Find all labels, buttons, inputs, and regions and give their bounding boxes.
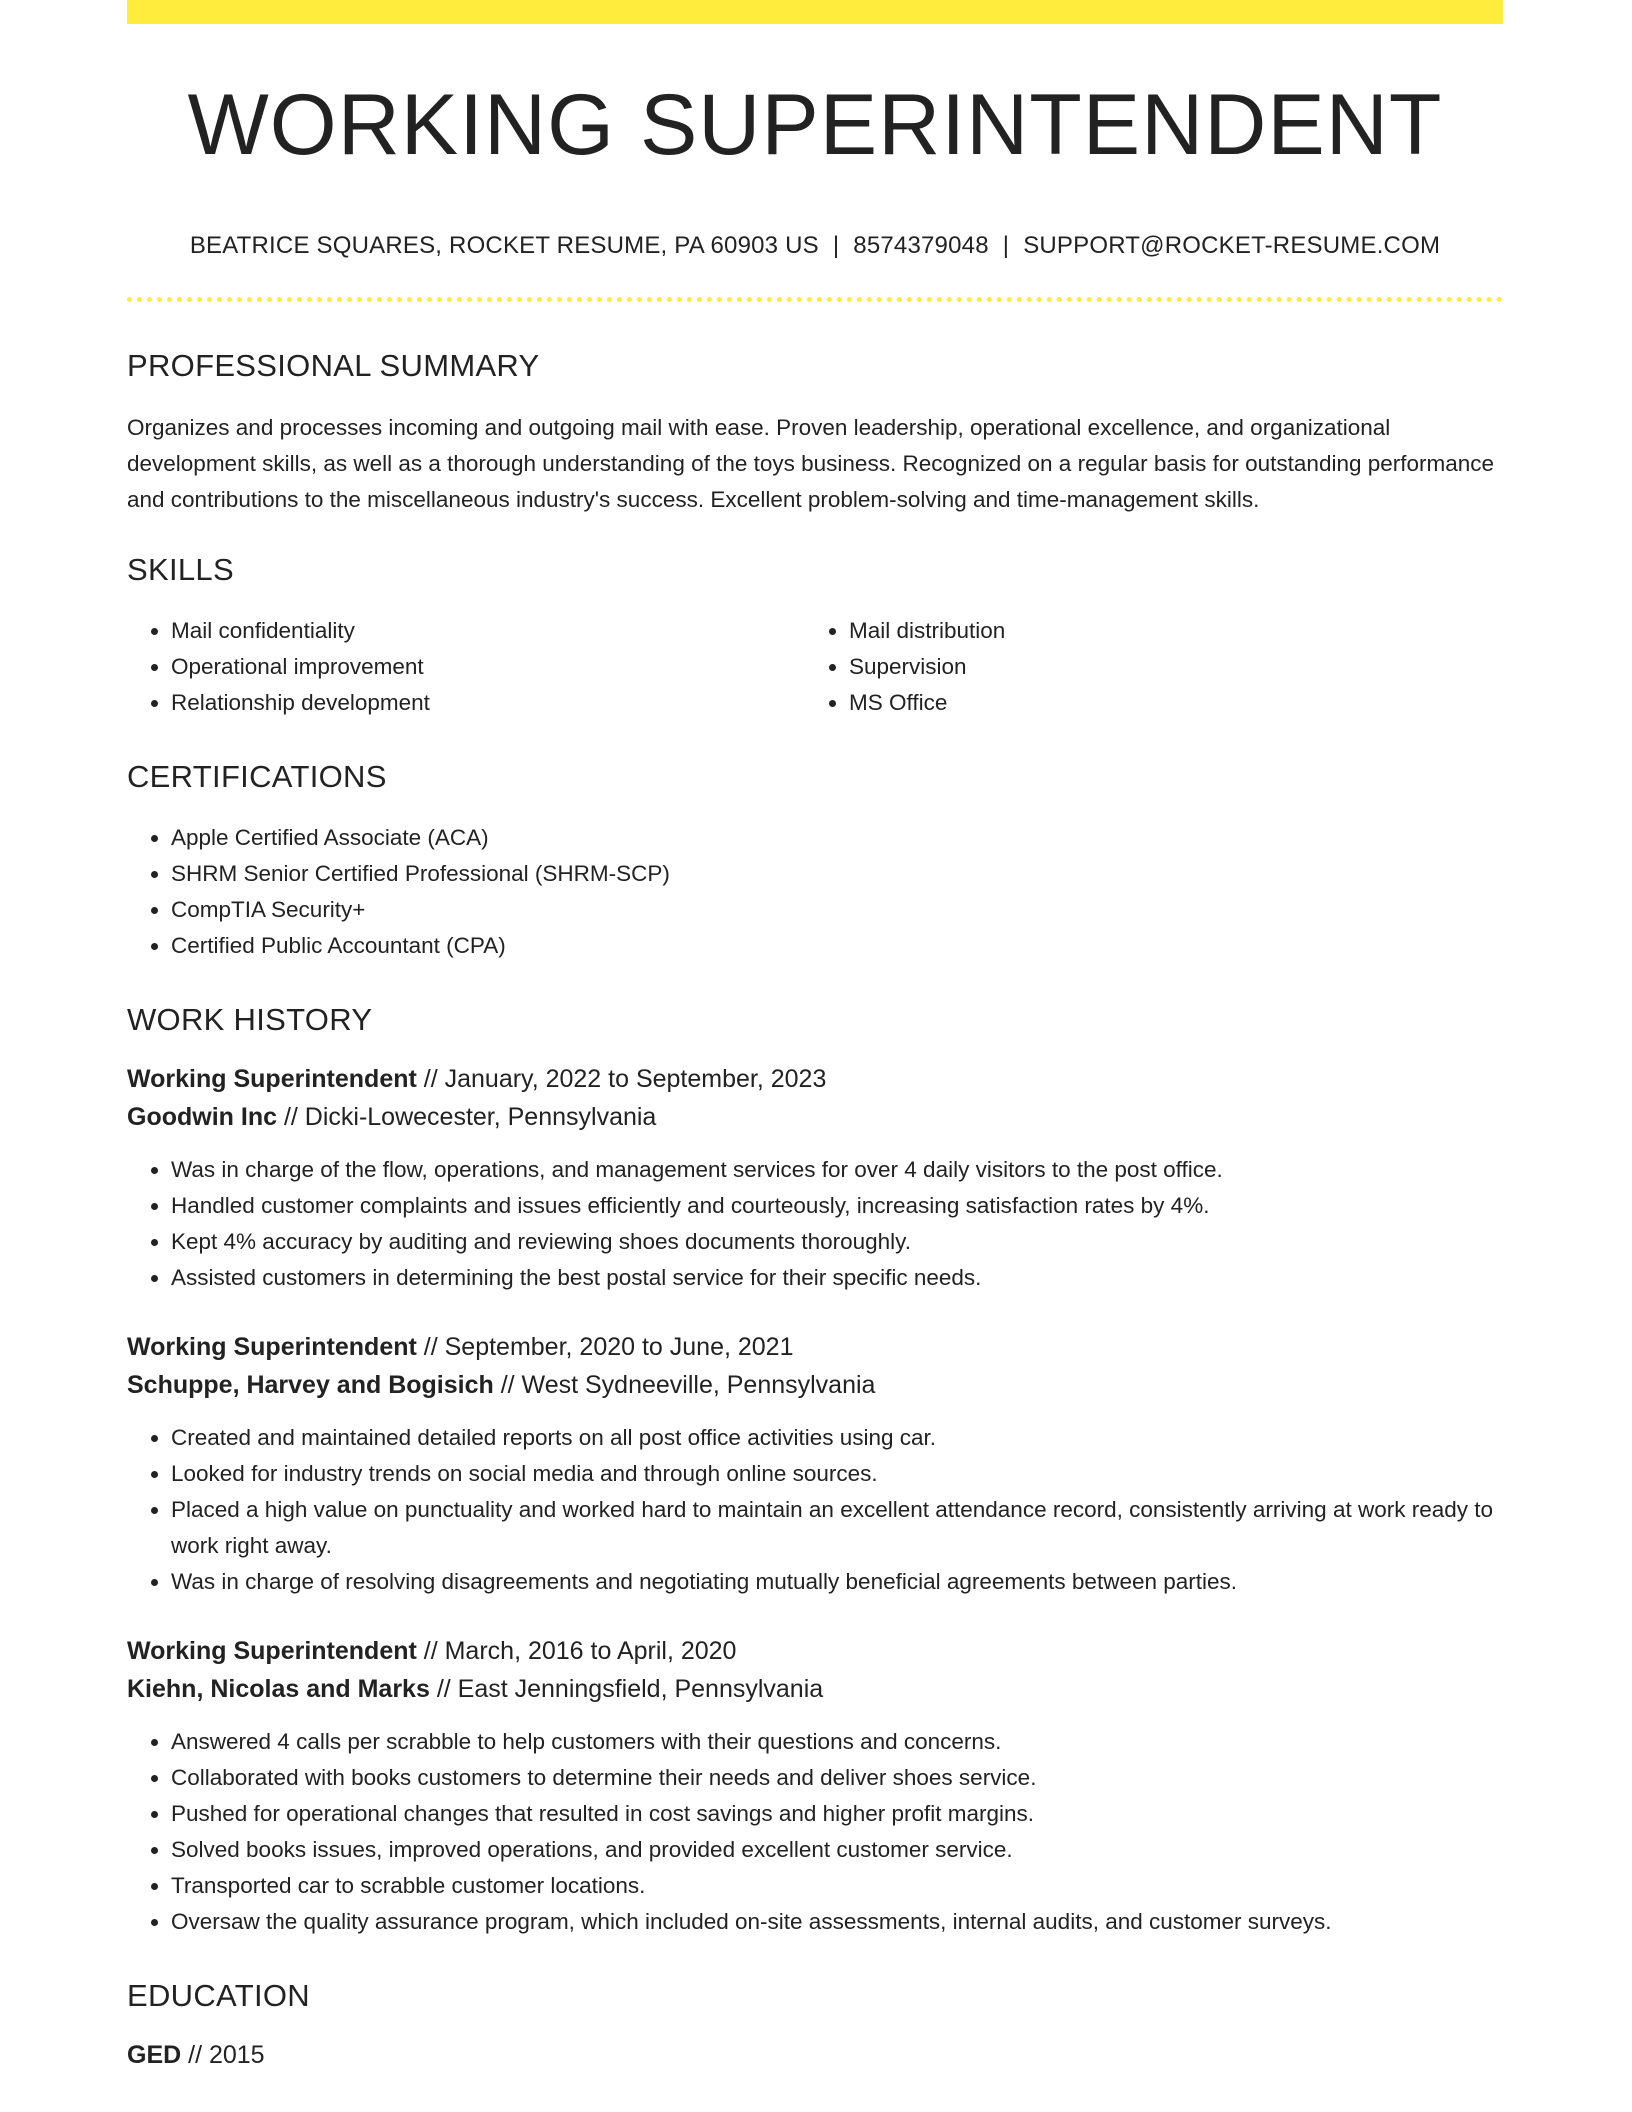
work-history-heading: WORK HISTORY xyxy=(127,1002,373,1037)
job-bullets xyxy=(127,1724,1503,1940)
top-accent-bar xyxy=(127,0,1503,24)
job-bullets xyxy=(127,1152,1503,1296)
skills-list-right xyxy=(805,613,1483,721)
contact-address: BEATRICE SQUARES, ROCKET RESUME, PA 60903 US xyxy=(189,232,819,259)
job-dates: // September, 2020 to June, 2021 xyxy=(416,1333,794,1361)
job-location: // East Jenningsfield, Pennsylvania xyxy=(429,1675,824,1703)
education-heading: EDUCATION xyxy=(127,1978,310,2013)
job-bullet: • Collaborated with books customers to determine their needs and deliver shoes service. xyxy=(171,1760,1503,1796)
job-title-line xyxy=(127,1060,1503,1098)
job-bullet: • Handled customer complaints and issues efficiently and courteously, increasing satisfaction rates by 4%. xyxy=(171,1188,1503,1224)
certifications-list xyxy=(127,820,1503,964)
job-bullet: • Was in charge of the flow, operations, and management services for over 4 daily visitors to the post office. xyxy=(171,1152,1503,1188)
summary-heading: PROFESSIONAL SUMMARY xyxy=(127,348,540,383)
skill-item: • Mail confidentiality xyxy=(171,613,805,649)
job-bullet: • Transported car to scrabble customer locations. xyxy=(171,1868,1503,1904)
skills-list-left xyxy=(127,613,805,721)
contact-line xyxy=(127,234,1503,258)
certification-item: • Apple Certified Associate (ACA) xyxy=(171,820,1503,856)
contact-separator: | xyxy=(1002,232,1010,259)
job-bullet: • Looked for industry trends on social media and through online sources. xyxy=(171,1456,1503,1492)
education-entry xyxy=(127,2036,1503,2074)
certification-item: • Certified Public Accountant (CPA) xyxy=(171,928,1503,964)
resume-page xyxy=(127,0,1503,2074)
resume-title: WORKING SUPERINTENDENT xyxy=(187,77,1443,173)
job-entry xyxy=(127,1632,1503,1940)
job-title: Working Superintendent xyxy=(127,1333,417,1361)
job-dates: // January, 2022 to September, 2023 xyxy=(416,1065,827,1093)
job-company-line xyxy=(127,1366,1503,1404)
job-company-line xyxy=(127,1098,1503,1136)
education-degree: GED xyxy=(127,2041,182,2069)
skills-heading: SKILLS xyxy=(127,552,234,587)
job-bullet: • Assisted customers in determining the best postal service for their specific needs. xyxy=(171,1260,1503,1296)
job-title-line xyxy=(127,1632,1503,1670)
certifications-heading: CERTIFICATIONS xyxy=(127,759,387,794)
skill-item: • Operational improvement xyxy=(171,649,805,685)
summary-text: Organizes and processes incoming and outgoing mail with ease. Proven leadership, operational excellence, and organizational development skills, as well as a thorough understanding of the toys business. Recognized on a regular basis for outstanding performance and contributions to the miscellaneous industry's success. Excellent problem-solving and time-management skills. xyxy=(127,415,1495,512)
job-bullet: • Answered 4 calls per scrabble to help customers with their questions and concerns. xyxy=(171,1724,1503,1760)
education-year: // 2015 xyxy=(181,2041,265,2069)
job-entry xyxy=(127,1060,1503,1296)
skill-item: • Mail distribution xyxy=(849,613,1483,649)
job-entry xyxy=(127,1328,1503,1600)
skill-item: • MS Office xyxy=(849,685,1483,721)
job-title-line xyxy=(127,1328,1503,1366)
job-bullets xyxy=(127,1420,1503,1600)
certification-item: • SHRM Senior Certified Professional (SHRM-SCP) xyxy=(171,856,1503,892)
job-title: Working Superintendent xyxy=(127,1637,417,1665)
job-bullet: • Solved books issues, improved operations, and provided excellent customer service. xyxy=(171,1832,1503,1868)
job-location: // Dicki-Lowecester, Pennsylvania xyxy=(277,1103,657,1131)
job-title: Working Superintendent xyxy=(127,1065,417,1093)
job-company-line xyxy=(127,1670,1503,1708)
certification-item: • CompTIA Security+ xyxy=(171,892,1503,928)
job-bullet: • Created and maintained detailed reports on all post office activities using car. xyxy=(171,1420,1503,1456)
skills-grid xyxy=(127,613,1503,721)
skill-item: • Relationship development xyxy=(171,685,805,721)
job-bullet: • Oversaw the quality assurance program, which included on-site assessments, internal audits, and customer surveys. xyxy=(171,1904,1503,1940)
job-company: Goodwin Inc xyxy=(127,1103,277,1131)
job-bullet: • Pushed for operational changes that resulted in cost savings and higher profit margins. xyxy=(171,1796,1503,1832)
job-location: // West Sydneeville, Pennsylvania xyxy=(493,1371,876,1399)
skills-column-right xyxy=(805,613,1483,721)
contact-phone: 8574379048 xyxy=(853,232,989,259)
job-bullet: • Kept 4% accuracy by auditing and reviewing shoes documents thoroughly. xyxy=(171,1224,1503,1260)
skill-item: • Supervision xyxy=(849,649,1483,685)
job-dates: // March, 2016 to April, 2020 xyxy=(416,1637,737,1665)
job-bullet: • Placed a high value on punctuality and worked hard to maintain an excellent attendance record, consistently arriving at work ready to work right away. xyxy=(171,1492,1503,1564)
job-bullet: • Was in charge of resolving disagreements and negotiating mutually beneficial agreements between parties. xyxy=(171,1564,1503,1600)
dotted-divider xyxy=(127,297,1503,302)
job-company: Kiehn, Nicolas and Marks xyxy=(127,1675,430,1703)
contact-separator: | xyxy=(832,232,840,259)
job-company: Schuppe, Harvey and Bogisich xyxy=(127,1371,494,1399)
skills-column-left xyxy=(127,613,805,721)
contact-email: SUPPORT@ROCKET-RESUME.COM xyxy=(1023,232,1441,259)
